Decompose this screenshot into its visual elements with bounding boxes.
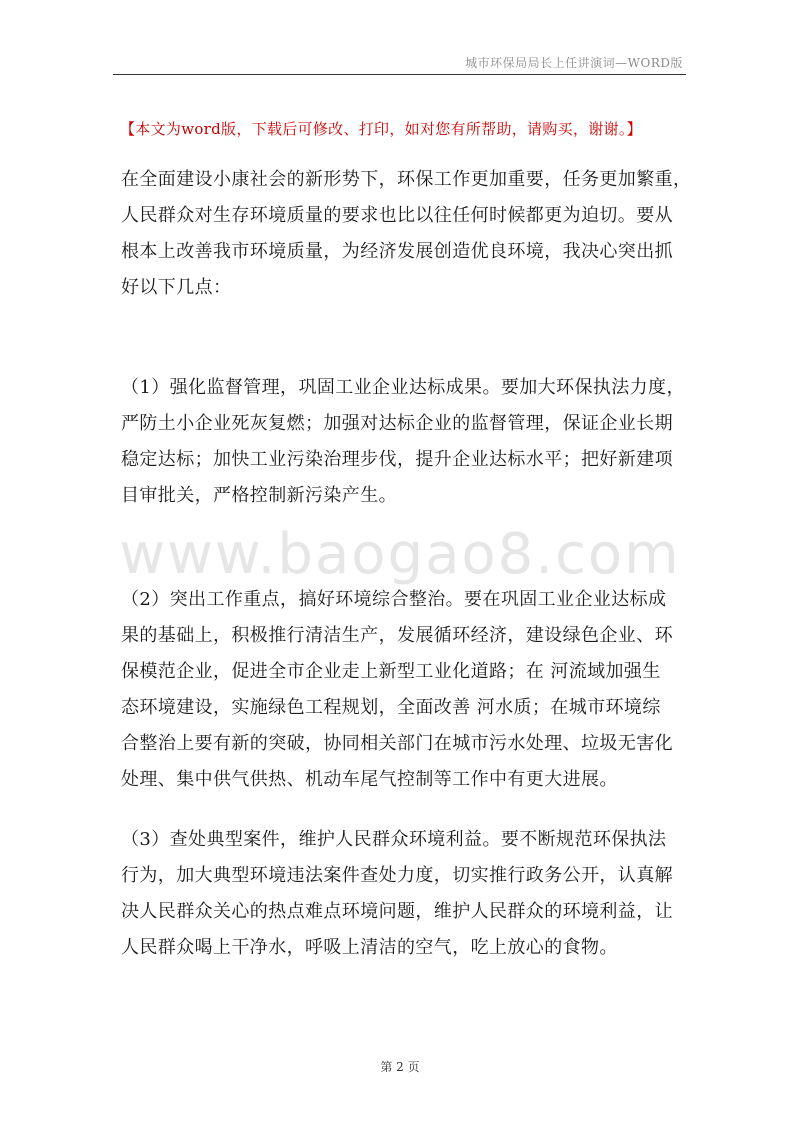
paragraph-line: 行为，加大典型环境违法案件查处力度，切实推行政务公开，认真解 <box>121 865 673 886</box>
paragraph-line: 稳定达标；加快工业污染治理步伐，提升企业达标水平；把好新建项 <box>121 449 673 470</box>
paragraph-point-2 <box>121 582 701 798</box>
paragraph-line: 人民群众喝上干净水，呼吸上清洁的空气，吃上放心的食物。 <box>121 937 618 958</box>
paragraph-intro <box>121 162 701 306</box>
paragraph-point-1 <box>121 370 701 514</box>
paragraph-line: 严防土小企业死灰复燃；加强对达标企业的监督管理，保证企业长期 <box>121 413 673 434</box>
paragraph-line: （3）查处典型案件，维护人民群众环境利益。要不断规范环保执法 <box>121 829 667 850</box>
paragraph-line: 人民群众对生存环境质量的要求也比以往任何时候都更为迫切。要从 <box>121 205 673 226</box>
paragraph-line: 目审批关，严格控制新污染产生。 <box>121 485 397 506</box>
running-header: 城市环保局局长上任讲演词—WORD版 <box>465 56 683 70</box>
paragraph-line: 在全面建设小康社会的新形势下，环保工作更加重要，任务更加繁重， <box>121 169 692 190</box>
paragraph-line: 保模范企业，促进全市企业走上新型工业化道路；在 河流域加强生 <box>121 661 661 682</box>
paragraph-line: 态环境建设，实施绿色工程规划，全面改善 河水质；在城市环境综 <box>121 697 661 718</box>
paragraph-line: （1）强化监督管理，巩固工业企业达标成果。要加大环保执法力度， <box>121 377 685 398</box>
paragraph-line: 果的基础上，积极推行清洁生产，发展循环经济，建设绿色企业、环 <box>121 625 673 646</box>
paragraph-point-3 <box>121 822 701 966</box>
paragraph-line: 根本上改善我市环境质量，为经济发展创造优良环境，我决心突出抓 <box>121 241 673 262</box>
page-number: 第 2 页 <box>380 1060 420 1074</box>
paragraph-line: 合整治上要有新的突破，协同相关部门在城市污水处理、垃圾无害化 <box>121 733 673 754</box>
paragraph-line: 决人民群众关心的热点难点环境问题，维护人民群众的环境利益，让 <box>121 901 673 922</box>
paragraph-line: 处理、集中供气供热、机动车尾气控制等工作中有更大进展。 <box>121 769 618 790</box>
download-notice: 【本文为word版，下载后可修改、打印，如对您有所帮助，请购买，谢谢。】 <box>120 120 642 138</box>
watermark: www.baogao8.com <box>119 522 681 587</box>
header-divider <box>113 74 686 75</box>
paragraph-line: （2）突出工作重点，搞好环境综合整治。要在巩固工业企业达标成 <box>121 589 667 610</box>
paragraph-line: 好以下几点： <box>121 277 232 298</box>
